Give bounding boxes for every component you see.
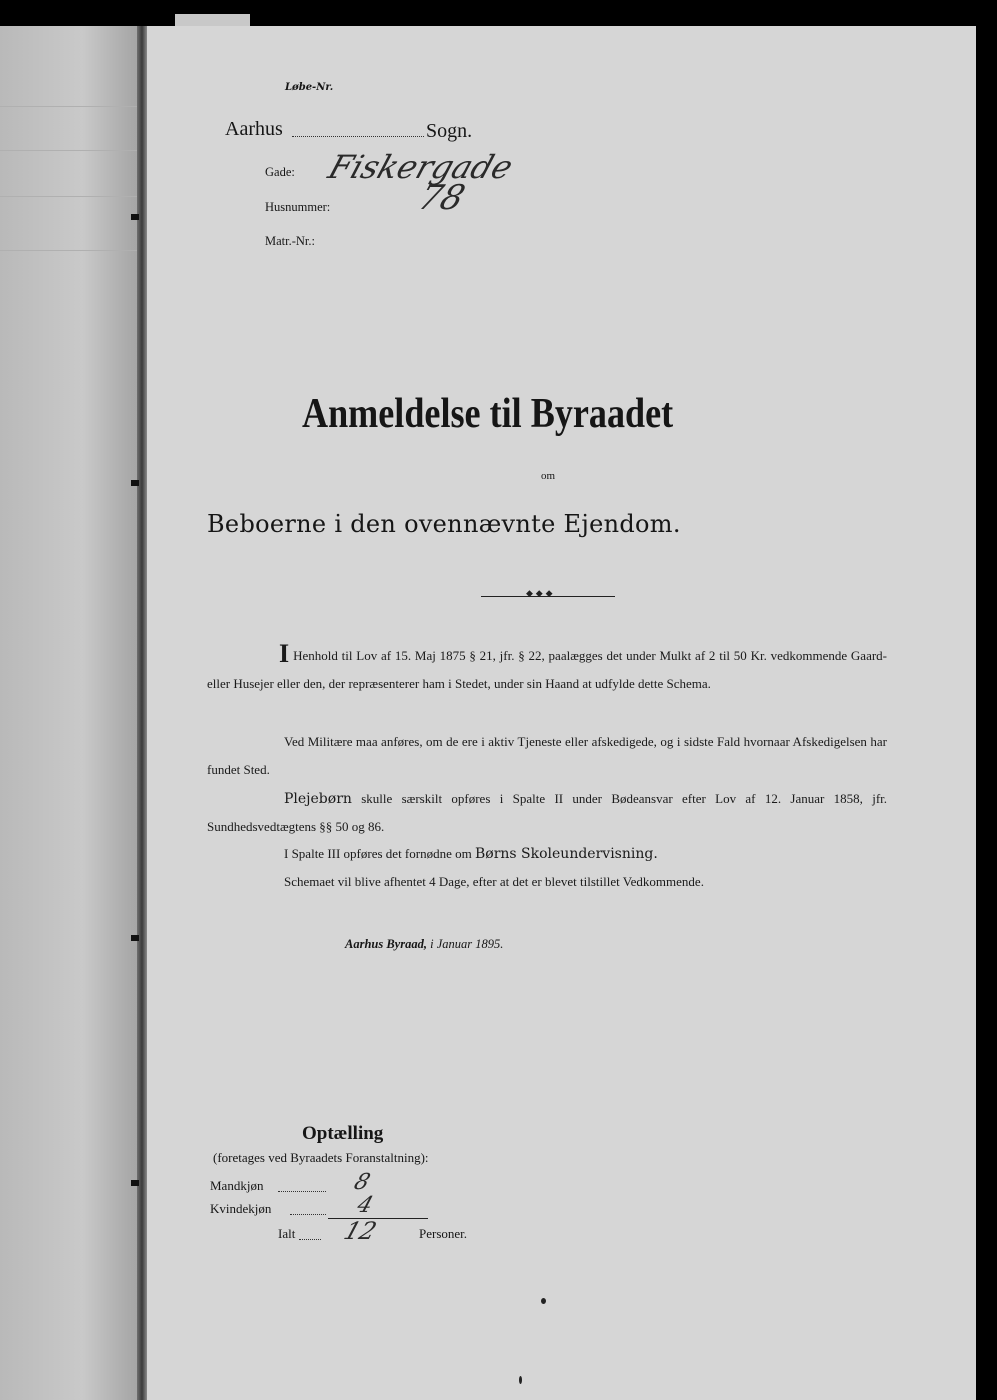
loebe-nr-label: Løbe-Nr.	[285, 82, 334, 93]
ornament-diamonds: ◆ ◆ ◆	[526, 589, 553, 599]
instruction-paragraph-3	[207, 785, 887, 841]
ialt-label: Ialt	[278, 1226, 296, 1241]
gade-handwritten-value: Fiskergade	[323, 148, 518, 186]
city-label: Aarhus	[225, 118, 283, 140]
ink-speck	[541, 1298, 546, 1304]
instruction-paragraph-1	[207, 640, 887, 698]
mandkjon-label: Mandkjøn	[210, 1178, 264, 1193]
page-edge	[976, 26, 997, 1400]
signature-date: i Januar 1895.	[430, 937, 504, 951]
mandkjon-handwritten-value: 8	[350, 1170, 374, 1195]
paragraph-3-text: skulle særskilt opføres i Spalte II under Bødeansvar efter Lov af 12. Januar 1858, jfr. Sundhedsvedtægtens §§ 50 og 86.	[207, 791, 888, 834]
ruled-line	[0, 250, 137, 251]
binding-notch	[131, 214, 139, 220]
binding-notch	[131, 935, 139, 941]
ruled-line	[0, 150, 137, 151]
ialt-dots	[299, 1239, 321, 1240]
gade-label: Gade:	[265, 165, 295, 179]
om-text: om	[541, 470, 556, 482]
ialt-handwritten-value: 12	[340, 1217, 381, 1245]
paragraph-1-text: Henhold til Lov af 15. Maj 1875 § 21, jfr. § 22, paalægges det under Mulkt af 2 til 50 Kr. vedkommende Gaard- eller Husejer eller den, der repræsenterer ham i Stedet, under sin Haand at udfylde dette Schema.	[207, 648, 887, 691]
signature-line	[345, 937, 503, 952]
plejeborn-emphasis: Plejebørn	[284, 791, 352, 807]
kvindekjon-label: Kvindekjøn	[210, 1201, 272, 1216]
book-gutter	[137, 26, 147, 1400]
binding-notch	[131, 1180, 139, 1186]
ruled-line	[0, 196, 137, 197]
sogn-dotted-line	[292, 136, 424, 137]
instruction-paragraph-2	[207, 728, 887, 784]
matr-nr-label: Matr.-Nr.:	[265, 234, 315, 248]
kvindekjon-handwritten-value: 4	[353, 1193, 377, 1218]
husnummer-handwritten-value: 78	[413, 178, 470, 218]
instruction-paragraph-4	[207, 840, 887, 868]
sogn-label: Sogn.	[426, 120, 473, 142]
signature-org: Aarhus Byraad,	[345, 937, 427, 951]
skoleundervisning-emphasis: Børns Skoleundervisning.	[474, 846, 658, 862]
kvindekjon-dots	[290, 1214, 326, 1215]
ruled-line	[0, 106, 137, 107]
binding-notch	[131, 480, 139, 486]
document-title: Anmeldelse til Byraadet	[302, 391, 674, 437]
paragraph-5-text: Schemaet vil blive afhentet 4 Dage, efter at det er blevet tilstillet Vedkommende.	[284, 874, 704, 889]
document-subtitle: Beboerne i den ovennævnte Ejendom.	[207, 510, 681, 538]
form-page	[147, 26, 976, 1400]
husnummer-label: Husnummer:	[265, 200, 331, 214]
drop-cap: I	[279, 639, 290, 668]
paragraph-2-text: Ved Militære maa anføres, om de ere i aktiv Tjeneste eller afskedigede, og i sidste Fald hvornaar Afskedigelsen har fundet Sted.	[207, 734, 887, 777]
optaelling-title: Optælling	[302, 1123, 384, 1144]
ink-speck	[519, 1376, 522, 1384]
personer-label: Personer.	[419, 1226, 468, 1241]
paragraph-4-text: I Spalte III opføres det fornødne om	[284, 846, 472, 861]
left-page	[0, 26, 137, 1400]
optaelling-subtitle: (foretages ved Byraadets Foranstaltning):	[213, 1150, 429, 1165]
mandkjon-dots	[278, 1191, 326, 1192]
instruction-paragraph-5	[207, 868, 887, 896]
